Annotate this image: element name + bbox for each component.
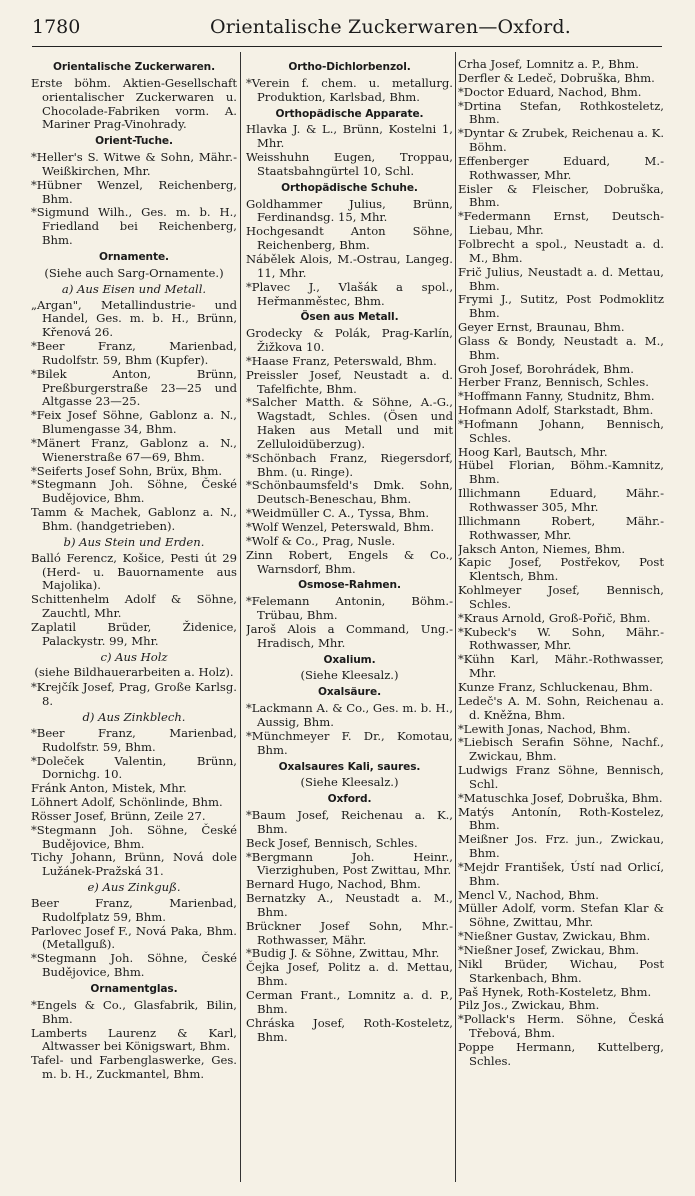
cross-reference-note: (Siehe auch Sarg-Ornamente.): [44, 265, 224, 280]
directory-entry: Schittenhelm Adolf & Söhne, Zauchtl, Mhr.: [31, 592, 237, 621]
directory-entry: *Mänert Franz, Gablonz a. N., Wienerstraße 67—69, Bhm.: [31, 435, 237, 464]
directory-entry: *Bergmann Joh. Heinr., Vierzighuben, Post Zwittau, Mhr.: [246, 849, 453, 878]
directory-entry: Fránk Anton, Mistek, Mhr.: [31, 781, 187, 796]
directory-entry: Nikl Brüder, Wichau, Post Starkenbach, Bhm.: [458, 956, 664, 985]
directory-entry: Mencl V., Nachod, Bhm.: [458, 887, 599, 902]
subsection-heading: b) Aus Stein und Erden.: [63, 534, 205, 549]
directory-entry: *Baum Josef, Reichenau a. K., Bhm.: [246, 808, 453, 836]
directory-entry: Čejka Josef, Politz a. d. Mettau, Bhm.: [246, 960, 453, 989]
directory-entry: *Engels & Co., Glasfabrik, Bilin, Bhm.: [31, 997, 237, 1026]
cross-reference-note: (Siehe Kleesalz.): [300, 775, 399, 790]
directory-entry: Beck Josef, Bennisch, Schles.: [246, 835, 418, 850]
directory-entry: Crha Josef, Lomnitz a. P., Bhm.: [458, 58, 639, 71]
directory-entry: Ledeč's A. M. Sohn, Reichenau a. d. Kněžna, Bhm.: [458, 693, 664, 722]
directory-entry: Bernard Hugo, Nachod, Bhm.: [246, 877, 421, 892]
directory-entry: *Feix Josef Söhne, Gablonz a. N., Blumengasse 34, Bhm.: [31, 408, 237, 437]
header-rule: [32, 46, 662, 47]
directory-entry: *Heller's S. Witwe & Sohn, Mähr.-Weißkirchen, Mhr.: [31, 150, 237, 178]
directory-entry: Eisler & Fleischer, Dobruška, Bhm.: [458, 181, 664, 210]
directory-entry: Löhnert Adolf, Schönlinde, Bhm.: [31, 795, 223, 810]
directory-entry: *Nießner Josef, Zwickau, Bhm.: [458, 943, 640, 957]
directory-entry: *Verein f. chem. u. metallurg. Produktion, Karlsbad, Bhm.: [246, 75, 453, 104]
directory-entry: Brückner Josef Sohn, Mhr.-Rothwasser, Mähr.: [246, 918, 453, 947]
directory-entry: Hübel Florian, Böhm.-Kamnitz, Bhm.: [458, 458, 664, 487]
cross-reference-note: (siehe Bildhauerarbeiten a. Holz).: [34, 665, 234, 680]
running-title: Orientalische Zuckerwaren—Oxford.: [210, 16, 571, 38]
directory-entry: *Kubeck's W. Sohn, Mähr.-Rothwasser, Mhr.: [458, 624, 664, 653]
directory-entry: *Bilek Anton, Brünn, Preßburgerstraße 23—25 und Altgasse 23—25.: [31, 366, 237, 409]
directory-entry: Balló Ferencz, Košice, Pesti út 29 (Herd- u. Bauornamente aus Majolika).: [31, 550, 237, 593]
directory-entry: Hofmann Adolf, Starkstadt, Bhm.: [458, 403, 654, 418]
directory-entry: Preissler Josef, Neustadt a. d. Tafelfichte, Bhm.: [246, 367, 453, 396]
column-1: [31, 58, 237, 1178]
directory-entry: Tafel- und Farbenglaswerke, Ges. m. b. H., Zuckmantel, Bhm.: [31, 1053, 237, 1082]
directory-entry: *Seiferts Josef Sohn, Brüx, Bhm.: [31, 463, 223, 478]
page-number: 1780: [32, 16, 81, 38]
directory-entry: „Argan", Metallindustrie- und Handel, Ges. m. b. H., Brünn, Křenová 26.: [31, 297, 237, 340]
directory-entry: Poppe Hermann, Kuttelberg, Schles.: [458, 1039, 664, 1068]
directory-entry: Kohlmeyer Josef, Bennisch, Schles.: [458, 583, 664, 611]
directory-entry: Kapic Josef, Postřekov, Post Klentsch, Bhm.: [458, 555, 664, 584]
directory-entry: Pilz Jos., Zwickau, Bhm.: [458, 998, 600, 1013]
directory-entry: Illichmann Robert, Mähr.-Rothwasser, Mhr.: [458, 513, 664, 542]
directory-entry: *Hofmann Johann, Bennisch, Schles.: [458, 416, 664, 445]
section-heading: Oxalium.: [323, 653, 376, 666]
directory-entry: Tichy Johann, Brünn, Nová dole Lužánek-Pražská 31.: [31, 850, 237, 879]
directory-entry: Goldhammer Julius, Brünn, Ferdinandsg. 15, Mhr.: [246, 196, 453, 225]
directory-entry: *Beer Franz, Marienbad, Rudolfstr. 59, Bhm (Kupfer).: [31, 339, 237, 367]
directory-entry: *Hoffmann Fanny, Studnitz, Bhm.: [458, 389, 655, 404]
directory-entry: Zinn Robert, Engels & Co., Warnsdorf, Bhm.: [246, 547, 453, 576]
directory-entry: *Nießner Gustav, Zwickau, Bhm.: [458, 929, 651, 944]
directory-entry: *Sigmund Wilh., Ges. m. b. H., Friedland bei Reichenberg, Bhm.: [31, 205, 237, 248]
section-heading: Osmose-Rahmen.: [298, 579, 401, 592]
directory-entry: Grodecky & Polák, Prag-Karlín, Žižkova 10.: [246, 326, 453, 355]
section-heading: Oxalsäure.: [317, 686, 382, 699]
directory-entry: *Beer Franz, Marienbad, Rudolfstr. 59, Bhm.: [31, 725, 237, 754]
directory-entry: Hochgesandt Anton Söhne, Reichenberg, Bhm.: [246, 224, 453, 253]
directory-entry: *Stegmann Joh. Söhne, České Budějovice, Bhm.: [31, 822, 237, 851]
directory-entry: Cerman Frant., Lomnitz a. d. P., Bhm.: [246, 988, 453, 1016]
directory-entry: Nábělek Alois, M.-Ostrau, Langeg. 11, Mhr.: [246, 251, 453, 280]
directory-entry: *Lewith Jonas, Nachod, Bhm.: [458, 721, 631, 736]
section-heading: Ortho-Dichlorbenzol.: [288, 61, 411, 73]
directory-entry: Zaplatil Brüder, Židenice, Palackystr. 99, Mhr.: [31, 619, 237, 648]
directory-entry: *Drtina Stefan, Rothkosteletz, Bhm.: [458, 98, 664, 127]
directory-entry: Bernatzky A., Neustadt a. M., Bhm.: [246, 891, 453, 919]
section-heading: Orthopädische Apparate.: [275, 107, 424, 120]
directory-entry: Lamberts Laurenz & Karl, Altwasser bei Königswart, Bhm.: [31, 1025, 237, 1054]
directory-entry: *Haase Franz, Peterswald, Bhm.: [246, 353, 437, 368]
directory-entry: Tamm & Machek, Gablonz a. N., Bhm. (handgetrieben).: [31, 505, 237, 533]
section-heading: Orientalische Zuckerwaren.: [52, 61, 216, 73]
directory-entry: *Wolf Wenzel, Peterswald, Bhm.: [246, 520, 435, 534]
section-heading: Oxford.: [327, 793, 372, 806]
subsection-heading: c) Aus Holz: [100, 649, 168, 664]
directory-entry: *Budig J. & Söhne, Zwittau, Mhr.: [246, 946, 440, 961]
directory-entry: Glass & Bondy, Neustadt a. M., Bhm.: [458, 333, 664, 362]
section-heading: Oxalsaures Kali, saures.: [278, 760, 421, 773]
directory-entry: Kunze Franz, Schluckenau, Bhm.: [458, 679, 653, 694]
column-2: [246, 58, 453, 1178]
column-3: [458, 58, 664, 1178]
directory-entry: *Federmann Ernst, Deutsch-Liebau, Mhr.: [458, 209, 664, 238]
directory-entry: Chráska Josef, Roth-Kosteletz, Bhm.: [246, 1015, 453, 1044]
directory-entry: Rösser Josef, Brünn, Zeile 27.: [31, 808, 206, 823]
directory-entry: Hoog Karl, Bautsch, Mhr.: [458, 444, 608, 459]
subsection-heading: e) Aus Zinkguß.: [87, 880, 181, 895]
directory-entry: *Plavec J., Vlašák a spol., Heřmanměstec, Bhm.: [246, 279, 453, 308]
directory-entry: Frič Julius, Neustadt a. d. Mettau, Bhm.: [458, 264, 664, 293]
directory-entry: Illichmann Eduard, Mähr.-Rothwasser 305, Mhr.: [458, 486, 664, 514]
directory-entry: Geyer Ernst, Braunau, Bhm.: [458, 320, 625, 335]
directory-entry: Jaksch Anton, Niemes, Bhm.: [458, 541, 626, 556]
directory-entry: Paš Hynek, Roth-Kosteletz, Bhm.: [458, 984, 652, 999]
directory-entry: *Kühn Karl, Mähr.-Rothwasser, Mhr.: [458, 652, 664, 681]
directory-entry: Meißner Jos. Frz. jun., Zwickau, Bhm.: [458, 832, 664, 861]
directory-entry: Derfler & Ledeč, Dobruška, Bhm.: [458, 70, 655, 85]
directory-entry: Herber Franz, Bennisch, Schles.: [458, 375, 649, 390]
directory-entry: *Hübner Wenzel, Reichenberg, Bhm.: [31, 177, 237, 206]
directory-entry: Matýs Antonín, Roth-Kostelez, Bhm.: [458, 804, 664, 833]
directory-entry: Jaroš Alois a Command, Ung.-Hradisch, Mhr.: [246, 621, 453, 650]
directory-entry: *Weidmüller C. A., Tyssa, Bhm.: [246, 506, 430, 521]
directory-entry: *Kraus Arnold, Groß-Pořič, Bhm.: [458, 610, 651, 625]
subsection-heading: d) Aus Zinkblech.: [82, 709, 186, 724]
directory-entry: *Matuschka Josef, Dobruška, Bhm.: [458, 790, 663, 805]
directory-entry: Groh Josef, Borohrádek, Bhm.: [458, 361, 634, 376]
directory-entry: Ludwigs Franz Söhne, Bennisch, Schl.: [458, 763, 664, 791]
directory-entry: *Schönbach Franz, Riegersdorf, Bhm. (u. Ringe).: [246, 450, 453, 479]
directory-entry: *Doctor Eduard, Nachod, Bhm.: [458, 84, 642, 99]
directory-entry: *Doleček Valentin, Brünn, Dornichg. 10.: [31, 753, 237, 782]
directory-entry: Parlovec Josef F., Nová Paka, Bhm. (Metallguß).: [31, 923, 237, 952]
column-divider-2: [455, 52, 456, 1182]
directory-entry: *Liebisch Serafin Söhne, Nachf., Zwickau, Bhm.: [458, 735, 664, 764]
directory-entry: *Salcher Matth. & Söhne, A.-G., Wagstadt, Schles. (Ösen und Haken aus Metall und mit Zelluloidüberzug).: [246, 395, 453, 451]
section-heading: Orthopädische Schuhe.: [281, 181, 418, 194]
directory-entry: *Lackmann A. & Co., Ges. m. b. H., Aussig, Bhm.: [246, 701, 453, 729]
section-heading: Ösen aus Metall.: [300, 311, 399, 324]
directory-entry: Effenberger Eduard, M.-Rothwasser, Mhr.: [458, 153, 664, 182]
directory-entry: *Mejdr František, Ústí nad Orlicí, Bhm.: [458, 859, 664, 888]
directory-entry: *Stegmann Joh. Söhne, České Budějovice, Bhm.: [31, 951, 237, 980]
cross-reference-note: (Siehe Kleesalz.): [300, 668, 399, 683]
directory-entry: *Stegmann Joh. Söhne, České Budějovice, Bhm.: [31, 477, 237, 506]
directory-entry: Hlavka J. & L., Brünn, Kostelni 1, Mhr.: [246, 122, 453, 151]
directory-entry: Frymi J., Sutitz, Post Podmoklitz Bhm.: [458, 292, 664, 321]
directory-entry: Weisshuhn Eugen, Troppau, Staatsbahngürtel 10, Schl.: [246, 150, 453, 178]
page-header: [32, 14, 662, 44]
directory-entry: Erste böhm. Aktien-Gesellschaft orientalischer Zuckerwaren u. Chocolade-Fabriken vorm. A. Mariner Prag-Vinohrady.: [31, 75, 237, 132]
directory-entry: *Krejčík Josef, Prag, Große Karlsg. 8.: [31, 680, 237, 709]
directory-entry: *Felemann Antonin, Böhm.-Trübau, Bhm.: [246, 594, 453, 623]
directory-entry: *Schönbaumsfeld's Dmk. Sohn, Deutsch-Beneschau, Bhm.: [246, 478, 453, 507]
section-heading: Ornamente.: [99, 250, 169, 263]
column-divider-1: [240, 52, 241, 1182]
section-heading: Ornamentglas.: [90, 983, 178, 995]
directory-entry: *Münchmeyer F. Dr., Komotau, Bhm.: [246, 728, 453, 757]
subsection-heading: a) Aus Eisen und Metall.: [61, 281, 207, 296]
directory-entry: Müller Adolf, vorm. Stefan Klar & Söhne, Zwittau, Mhr.: [458, 901, 664, 930]
directory-entry: *Pollack's Herm. Söhne, Česká Třebová, Bhm.: [458, 1012, 664, 1041]
directory-entry: Beer Franz, Marienbad, Rudolfplatz 59, Bhm.: [31, 895, 237, 924]
directory-entry: *Wolf & Co., Prag, Nusle.: [246, 533, 396, 548]
section-heading: Orient-Tuche.: [95, 135, 173, 148]
directory-entry: Folbrecht a spol., Neustadt a. d. M., Bhm.: [458, 236, 664, 265]
directory-entry: *Dyntar & Zrubek, Reichenau a. K. Böhm.: [458, 126, 664, 155]
